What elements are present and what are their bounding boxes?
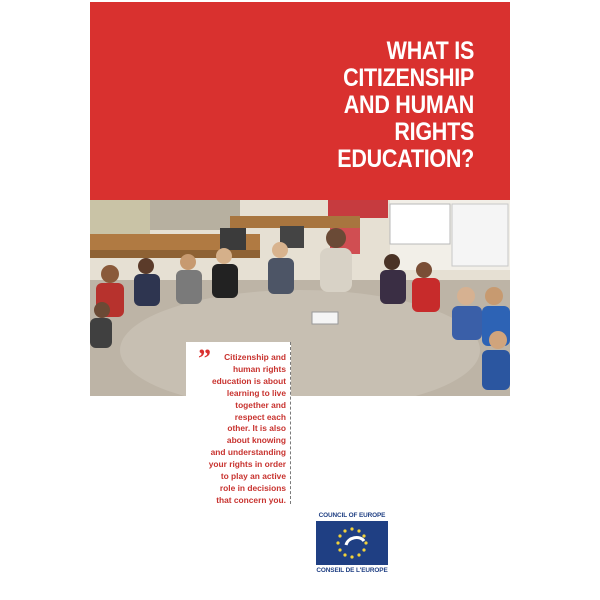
quote-line: to play an active (220, 471, 286, 482)
council-of-europe-logo (314, 512, 390, 574)
title-line: AND HUMAN (343, 91, 474, 119)
quote-line: human rights (232, 363, 286, 374)
eu-stars-emblem-icon (316, 521, 388, 565)
publication-cover (90, 2, 510, 598)
logo-bottom-text: CONSEIL DE L'EUROPE (316, 567, 388, 574)
title-banner (90, 2, 510, 200)
quote-line: role in decisions (219, 482, 286, 493)
quote-line: that concern you. (216, 494, 286, 505)
classroom-photo-illustration (90, 200, 510, 396)
logo-top-text: COUNCIL OF EUROPE (318, 512, 386, 519)
classroom-photo (90, 200, 510, 396)
quote-mark-icon: ” (198, 344, 211, 373)
quote-line: education is about (212, 375, 286, 386)
quote-line: together and (235, 399, 286, 410)
quote-line: other. It is also (227, 423, 286, 434)
quote-line: about knowing (226, 435, 286, 446)
coe-emblem-svg (316, 521, 388, 565)
title-line: RIGHTS (394, 118, 474, 146)
title-line: EDUCATION? (337, 145, 474, 173)
quote-line: and understanding (210, 447, 286, 458)
title-line: CITIZENSHIP (343, 64, 474, 92)
quote-line: respect each (234, 411, 286, 422)
title-line: WHAT IS (386, 37, 474, 65)
quote-line: your rights in order (208, 459, 286, 470)
quote-line: Citizenship and (224, 352, 286, 362)
quote-text (194, 352, 286, 507)
cover-title (337, 38, 474, 173)
quote-line: learning to live (226, 387, 286, 398)
